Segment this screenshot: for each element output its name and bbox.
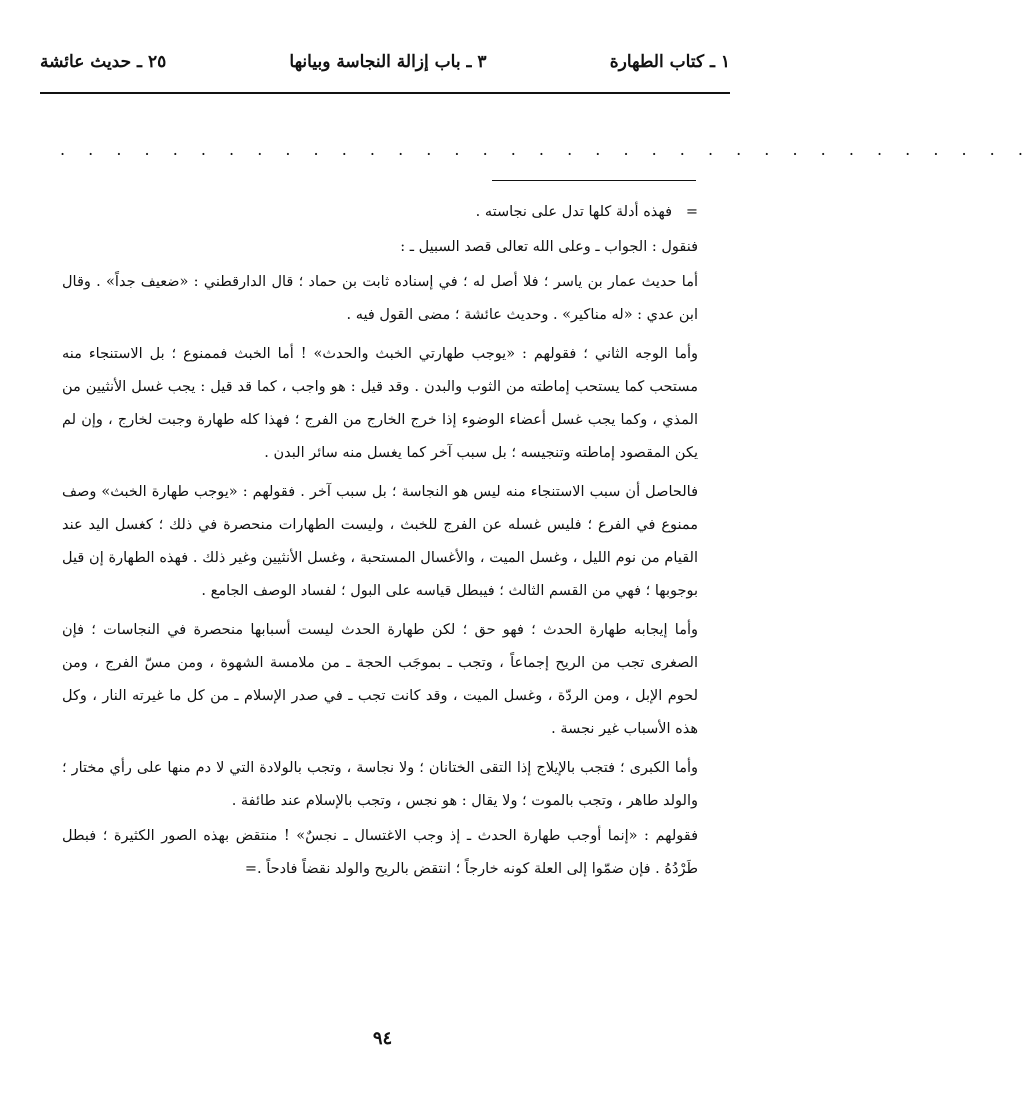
paragraph: أما حديث عمار بن ياسر ؛ فلا أصل له ؛ في إسناده ثابت بن حماد ؛ قال الدارقطني : «ضعيف جداً» . وقال ابن عدي : «له مناكير» . وحديث عائشة ؛ مضى القول فيه . <box>62 274 698 323</box>
paragraph: فنقول : الجواب ـ وعلى الله تعالى قصد السبيل ـ : <box>400 239 698 255</box>
paragraph: فالحاصل أن سبب الاستنجاء منه ليس هو النجاسة ؛ بل سبب آخر . فقولهم : «يوجب طهارة الخبث» وصف ممنوع في الفرع ؛ فليس غسله عن الفرج للخبث ، وليست الطهارات منحصرة في ذلك ؛ كغسل اليد عند القيام من نوم الليل ، وغسل الميت ، والأغسال المستحبة ، وغسل الأنثيين وغير ذلك . فهذه الطهارة إن قيل بوجوبها ؛ فهي من القسم الثالث ؛ فيبطل قياسه على البول ؛ لفساد الوصف الجامع . <box>62 484 698 599</box>
continuation-mark-start: = <box>685 204 698 220</box>
paragraph: وأما الوجه الثاني ؛ فقولهم : «يوجب طهارتي الخبث والحدث» ! أما الخبث فممنوع ؛ بل الاستنجاء منه مستحب كما يستحب إماطته من الثوب والبدن . وقد قيل : هو واجب ، كما قد قيل : يجب غسل الأنثيين من المذي ، وكما يجب غسل أعضاء الوضوء إذا خرج الخارج من الفرج ؛ فهذا كله طهارة وجبت لخارج ، وإن لم يكن المقصود إماطته وتنجيسه ؛ بل سبب آخر كما يغسل منه سائر البدن . <box>62 346 698 461</box>
header-hadith-title: ٢٥ ـ حديث عائشة <box>40 52 167 72</box>
paragraph: فقولهم : «إنما أوجب طهارة الحدث ـ إذ وجب الاغتسال ـ نجسٌ» ! منتقض بهذه الصور الكثيرة ؛ فبطل طَرْدُهُ . فإن ضمّوا إلى العلة كونه خارجاً ؛ انتقض بالريح والولد نقضاً فادحاً .= <box>62 828 698 877</box>
paragraph: وأما إيجابه طهارة الحدث ؛ فهو حق ؛ لكن طهارة الحدث ليست أسبابها منحصرة في النجاسات ؛ فإن الصغرى تجب من الريح إجماعاً ، وتجب ـ بموجَب الحجة ـ من ملامسة الشهوة ، ومن مسّ الفرج ، ومن لحوم الإبل ، ومن الردّة ، وغسل الميت ، وقد كانت تجب ـ في صدر الإسلام ـ من كل ما غيرته النار ، وكل هذه الأسباب غير نجسة . <box>62 622 699 737</box>
continuation-mark-end: = <box>244 861 257 877</box>
header-divider <box>40 92 730 94</box>
page-number: ٩٤ <box>372 1028 393 1049</box>
elision-dots: . . . . . . . . . . . . . . . . . . . . . . . . . . . . . . . . . . . <box>60 140 1032 159</box>
running-header <box>40 52 730 72</box>
footnote-body <box>62 196 698 888</box>
header-book-title: ١ ـ كتاب الطهارة <box>609 52 730 72</box>
footnote-divider <box>492 180 696 181</box>
paragraph: = فهذه أدلة كلها تدل على نجاسته . <box>475 204 698 220</box>
paragraph: وأما الكبرى ؛ فتجب بالإيلاج إذا التقى الختانان ؛ ولا نجاسة ، وتجب بالولادة التي لا دم منها على رأي مختار ؛ والولد طاهر ، وتجب بالموت ؛ ولا يقال : هو نجس ، وتجب بالإسلام عند طائفة . <box>62 760 698 809</box>
header-chapter-title: ٣ ـ باب إزالة النجاسة وبيانها <box>289 52 487 72</box>
